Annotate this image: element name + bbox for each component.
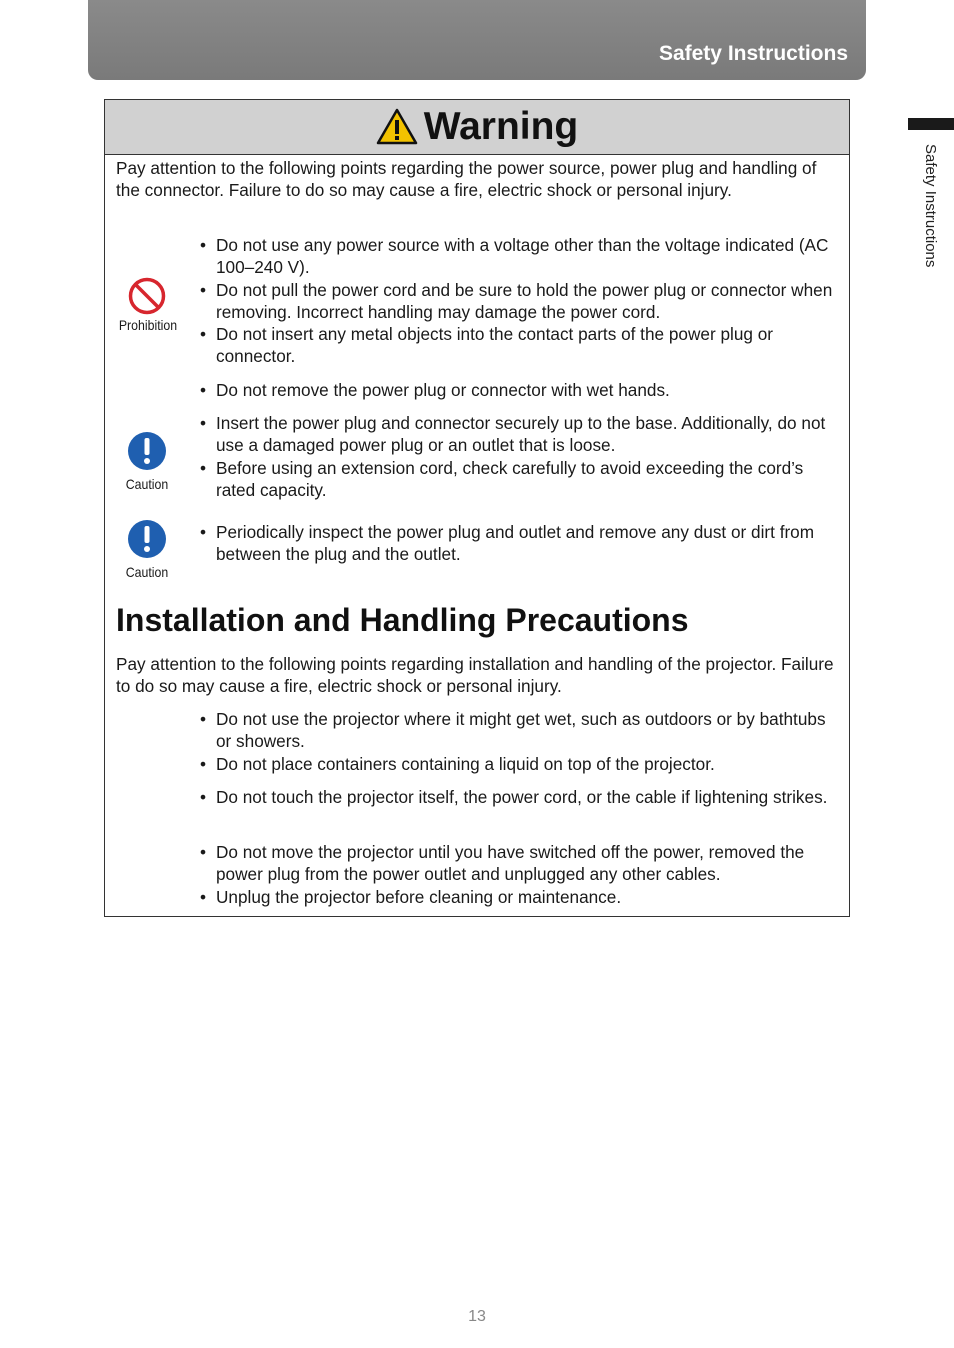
page-number: 13 <box>468 1308 486 1325</box>
list-item: • Unplug the projector before cleaning or maintenance. <box>198 886 838 908</box>
caution-label: Caution <box>125 564 169 580</box>
warning-group-3 <box>198 412 838 501</box>
list-item: • Before using an extension cord, check carefully to avoid exceeding the cord’s rated capacity. <box>198 457 838 502</box>
list-item: • Do not move the projector until you have switched off the power, removed the power plug from the power outlet and unplugged any other cables. <box>198 841 838 886</box>
list-item: • Do not touch the projector itself, the power cord, or the cable if lightening strikes. <box>198 786 838 808</box>
side-tab-marker <box>908 118 954 130</box>
warning-box <box>104 99 850 917</box>
installation-group-2 <box>198 786 838 808</box>
list-item: • Insert the power plug and connector securely up to the base. Additionally, do not use a damaged power plug or an outlet that is loose. <box>198 412 838 457</box>
list-item: • Do not use the projector where it might get wet, such as outdoors or by bathtubs or showers. <box>198 708 838 753</box>
prohibition-icon <box>127 276 167 316</box>
warning-group-1 <box>198 234 838 368</box>
section-title: Installation and Handling Precautions <box>116 602 689 638</box>
list-item: • Periodically inspect the power plug and outlet and remove any dust or dirt from between the plug and the outlet. <box>198 521 838 566</box>
prohibition-badge <box>115 276 179 333</box>
header-bar <box>88 0 866 80</box>
caution-badge-1 <box>115 431 179 492</box>
warning-title: Warning <box>423 105 579 148</box>
caution-badge-2 <box>115 519 179 580</box>
list-item: • Do not pull the power cord and be sure to hold the power plug or connector when removing. Incorrect handling may damage the power cord. <box>198 279 838 324</box>
caution-icon <box>127 519 167 559</box>
warning-intro: Pay attention to the following points regarding the power source, power plug and handling of the connector. Failure to do so may cause a fire, electric shock or personal injury. <box>116 158 817 201</box>
list-item: • Do not place containers containing a liquid on top of the projector. <box>198 753 838 775</box>
caution-icon <box>127 431 167 471</box>
installation-intro: Pay attention to the following points regarding installation and handling of the projector. Failure to do so may cause a fire, electric shock or personal injury. <box>116 654 834 697</box>
prohibition-label: Prohibition <box>118 317 178 333</box>
side-tab-label: Safety Instructions <box>922 144 939 268</box>
list-item: • Do not use any power source with a voltage other than the voltage indicated (AC 100–240 V). <box>198 234 838 279</box>
warning-header <box>105 100 849 155</box>
warning-triangle-icon <box>376 108 418 146</box>
caution-label: Caution <box>125 476 169 492</box>
list-item: • Do not insert any metal objects into the contact parts of the power plug or connector. <box>198 323 838 368</box>
warning-group-4 <box>198 521 838 566</box>
installation-group-3 <box>198 841 838 908</box>
warning-group-2 <box>198 379 838 401</box>
installation-group-1 <box>198 708 838 775</box>
header-title: Safety Instructions <box>658 42 848 65</box>
list-item: • Do not remove the power plug or connector with wet hands. <box>198 379 838 401</box>
